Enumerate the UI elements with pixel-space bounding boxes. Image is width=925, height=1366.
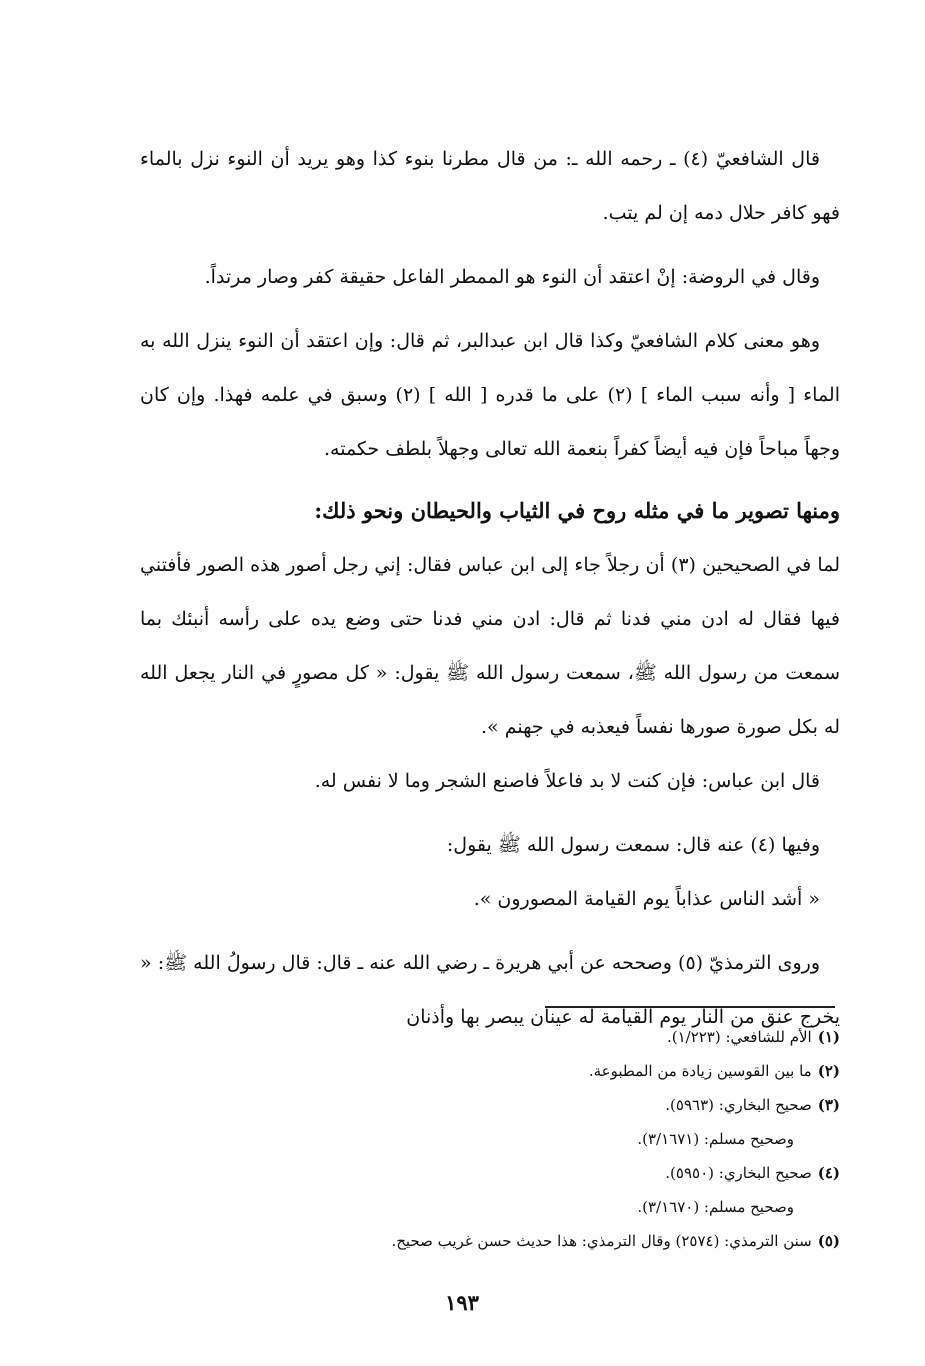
footnote-item: (٢)ما بين القوسين زيادة من المطبوعة. [588, 1062, 840, 1080]
paragraph-shafii: قال الشافعيّ (٤) ـ رحمه الله ـ: من قال مطرنا بنوء كذا وهو يريد أن النوء نزل بالماء فهو كافر حلال دمه إن لم يتب. [140, 148, 840, 224]
paragraph-rawda: وقال في الروضة: إنْ اعتقد أن النوء هو الممطر الفاعل حقيقة كفر وصار مرتداً. [204, 266, 820, 288]
section-heading: ومنها تصوير ما في مثله روح في الثياب والحيطان ونحو ذلك: [314, 498, 840, 523]
footnote-continuation: وصحيح مسلم: (٣/١٦٧٠). [637, 1198, 794, 1216]
page-number: ١٩٣ [445, 1290, 479, 1315]
paragraph-wafiha: وفيها (٤) عنه قال: سمعت رسول الله ﷺ يقول: [446, 834, 820, 856]
main-text [140, 132, 840, 1044]
footnote-item: (٤)صحيح البخاري: (٥٩٥٠). [665, 1164, 840, 1182]
paragraph-ibn-abbas: قال ابن عباس: فإن كنت لا بد فاعلاً فاصنع الشجر وما لا نفس له. [314, 770, 820, 792]
paragraph-tirmidhi: وروى الترمذيّ (٥) وصححه عن أبي هريرة ـ رضي الله عنه ـ قال: قال رسولُ الله ﷺ: « يخرج عنق من النار يوم القيامة له عينان يبصر بها وأذنان [140, 952, 840, 1028]
paragraph-sahihain: لما في الصحيحين (٣) أن رجلاً جاء إلى ابن عباس فقال: إني رجل أصور هذه الصور فأفتني فيها فقال له ادن مني فدنا ثم قال: ادن مني فدنا حتى وضع يده على رأسه أنبئك بما سمعت من رسول الله ﷺ، سمعت رسول الله ﷺ يقول: « كل مصورٍ في النار يجعل الله له بكل صورة صورها نفساً فيعذبه في جهنم ». [140, 554, 840, 738]
footnote-item: (٣)صحيح البخاري: (٥٩٦٣). [665, 1096, 840, 1114]
hadith-quote: « أشد الناس عذاباً يوم القيامة المصورون ». [473, 888, 820, 910]
footnote-divider [545, 1006, 835, 1008]
paragraph-ibn-abdulbarr: وهو معنى كلام الشافعيّ وكذا قال ابن عبدالبر، ثم قال: وإن اعتقد أن النوء ينزل الله به الماء [ وأنه سبب الماء ] (٢) على ما قدره [ الله ] (٢) وسبق في علمه فهذا. وإن كان وجهاً مباحاً فإن فيه أيضاً كفراً بنعمة الله تعالى وجهلاً بلطف حكمته. [140, 330, 840, 460]
footnotes [140, 1020, 840, 1258]
footnote-continuation: وصحيح مسلم: (٣/١٦٧١). [637, 1130, 794, 1148]
footnote-item: (١)الأم للشافعي: (١/٢٢٣). [666, 1028, 840, 1046]
footnote-item: (٥)سنن الترمذي: (٢٥٧٤) وقال الترمذي: هذا حديث حسن غريب صحيح. [391, 1232, 840, 1250]
